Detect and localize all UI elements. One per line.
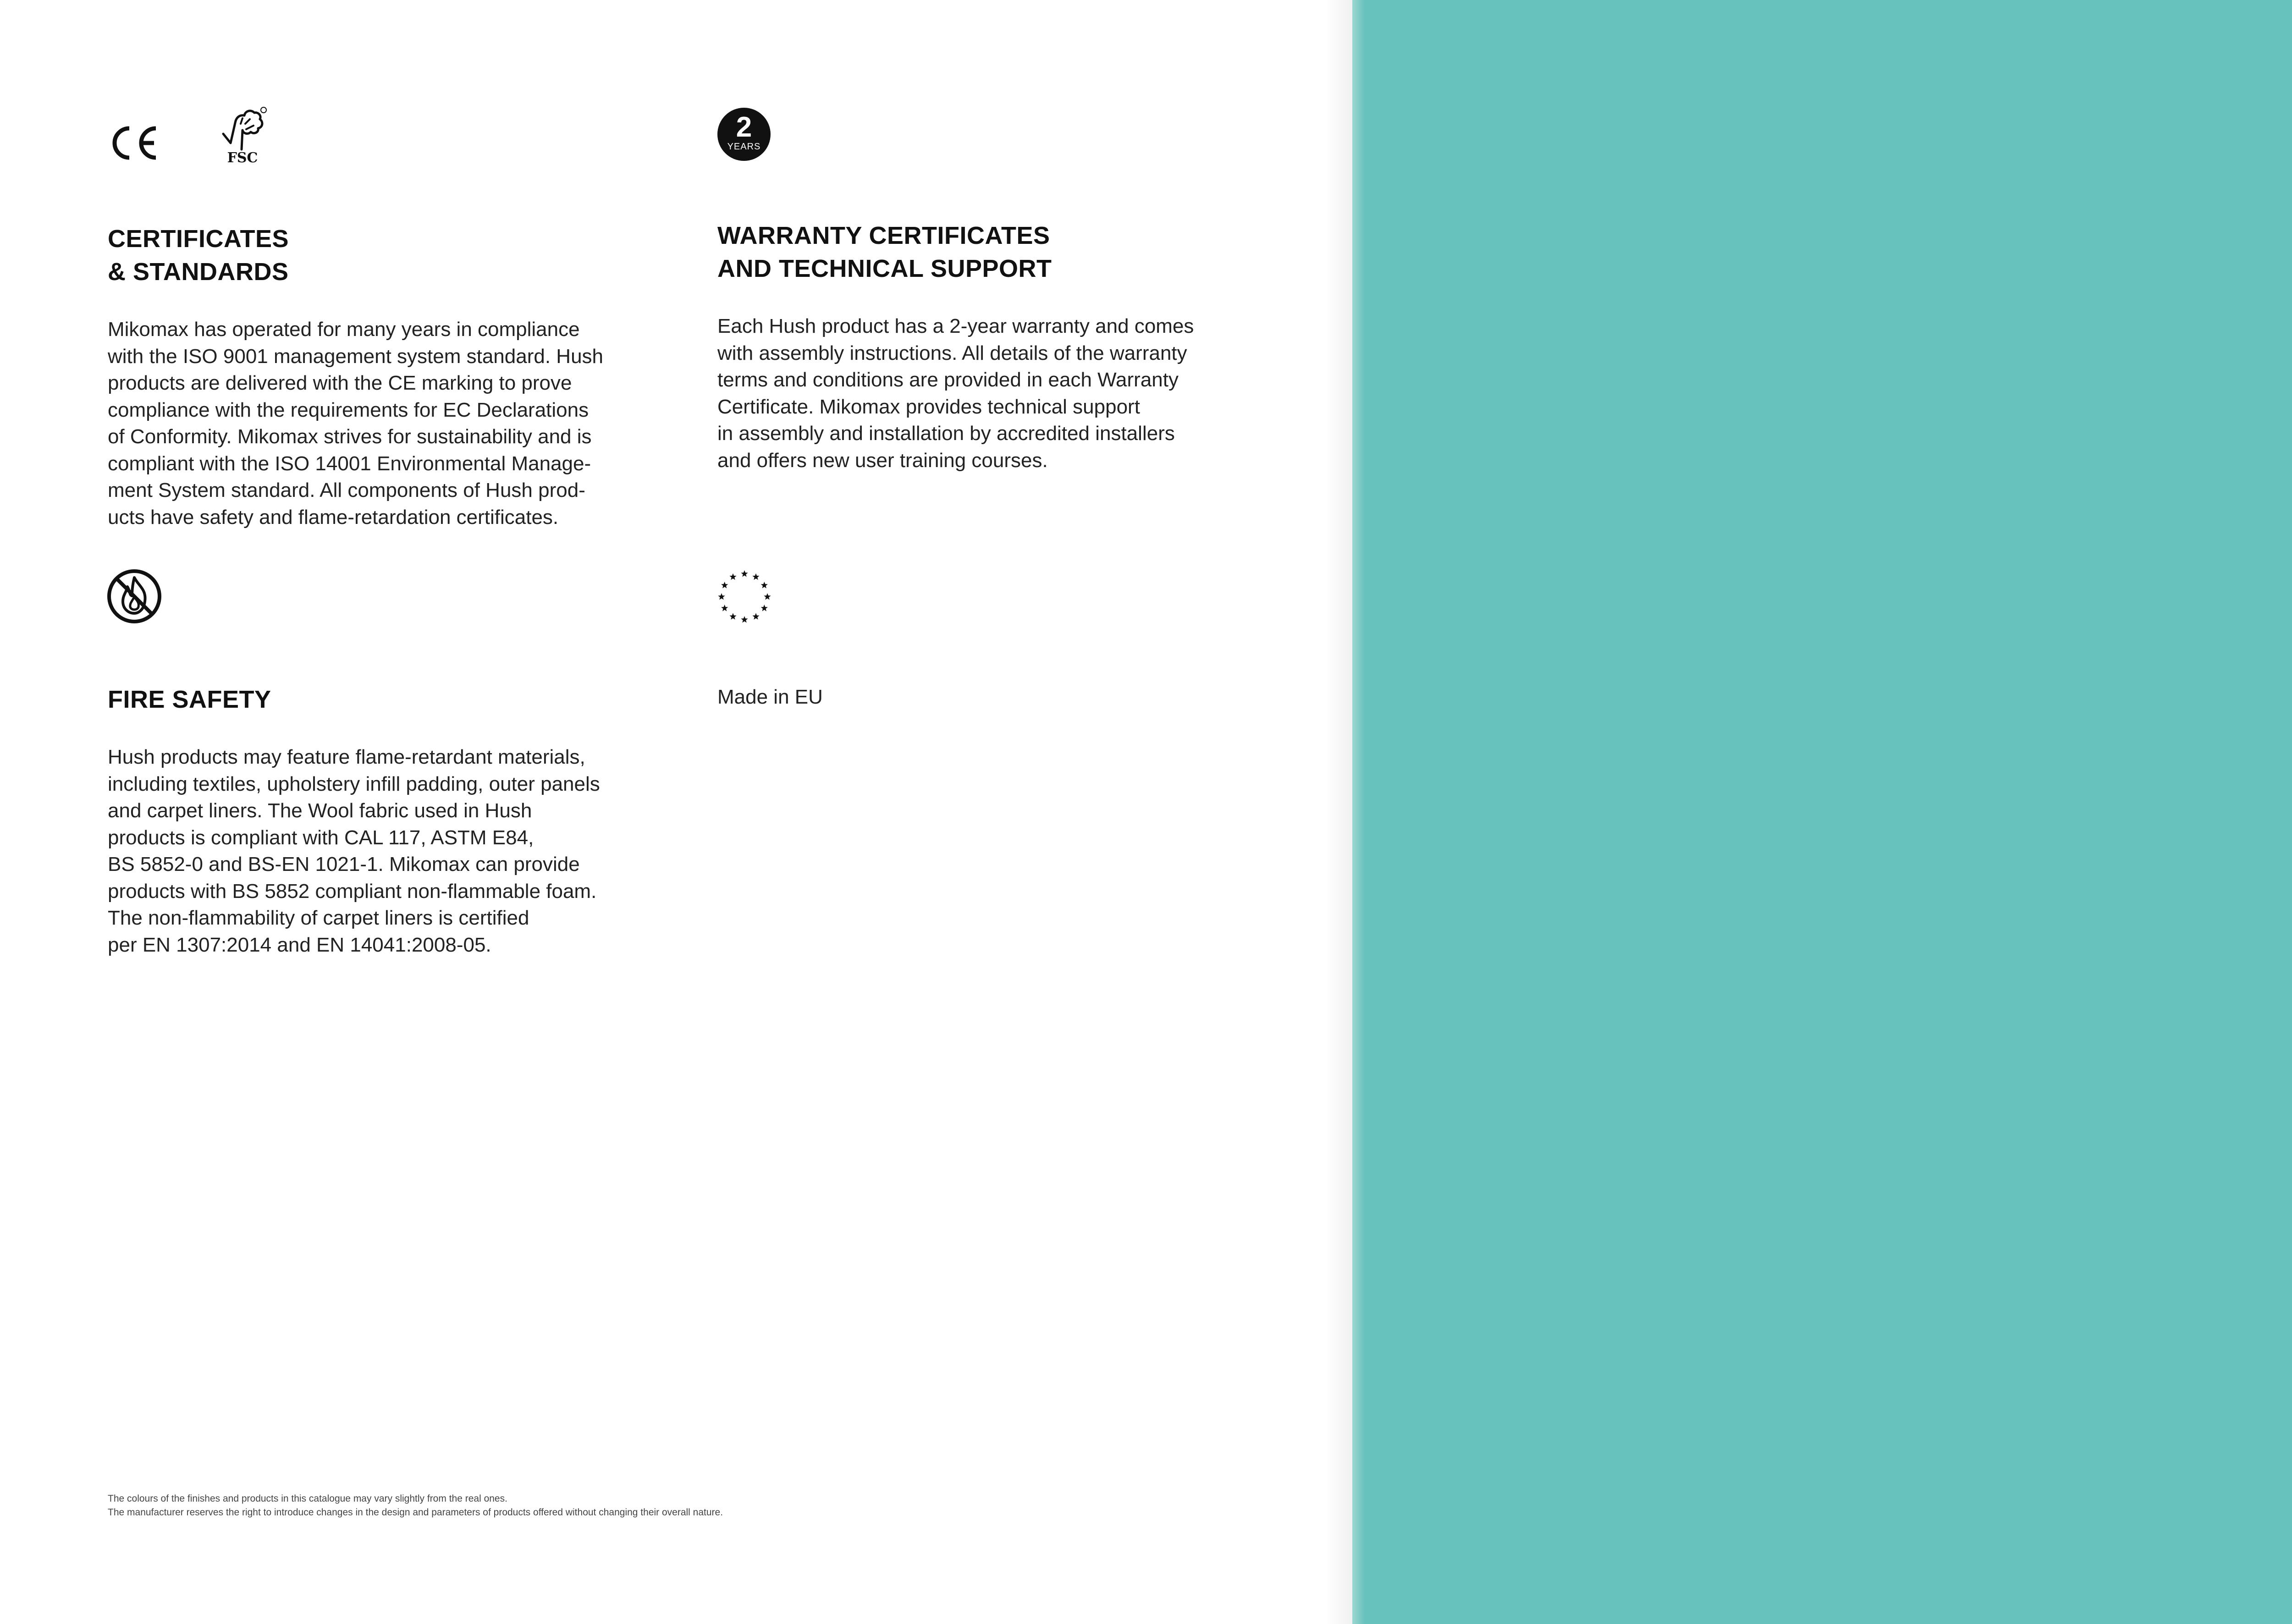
certificates-heading: CERTIFICATES & STANDARDS xyxy=(108,225,289,286)
eu-star xyxy=(718,593,725,600)
made-in-eu-label: Made in EU xyxy=(717,686,823,708)
fsc-tree-icon xyxy=(218,105,268,165)
ce-mark-icon xyxy=(106,123,161,163)
eu-star xyxy=(729,573,736,580)
fire-safety-icon xyxy=(106,568,162,624)
eu-stars-icon xyxy=(716,568,773,625)
right-page-color-panel xyxy=(1352,0,2292,1624)
eu-star xyxy=(741,616,748,622)
fire-safety-body: Hush products may feature flame-retardant materials, including textiles, upholstery infill padding, outer panels and carpet liners. The Wool fabric used in Hush products is compliant with CAL 117, ASTM E84, BS 5852-0 and BS-EN 1021-1. Mikomax can provide products with BS 5852 compliant non-flammable foam. The non-flammability of carpet liners is certified per EN 1307:2014 and EN 14041:2008-05. xyxy=(108,746,600,956)
eu-star xyxy=(752,573,759,580)
warranty-number: 2 xyxy=(736,111,752,143)
warranty-body: Each Hush product has a 2-year warranty and comes with assembly instructions. All details of the warranty terms and conditions are provided in each Warranty Certificate. Mikomax provides technical support in assembly and installation by accredited installers and offers new user training courses. xyxy=(717,315,1194,472)
eu-star xyxy=(752,613,759,619)
warranty-unit: YEARS xyxy=(727,142,761,152)
eu-star xyxy=(721,582,728,588)
footnote: The colours of the finishes and products in this catalogue may vary slightly from the real ones. The manufacturer reserves the right to introduce changes in the design and parameters of products offered without changing their overall nature. xyxy=(108,1493,723,1518)
eu-star xyxy=(761,605,768,611)
warranty-heading: WARRANTY CERTIFICATES AND TECHNICAL SUPPORT xyxy=(717,222,1052,282)
eu-star xyxy=(729,613,736,619)
eu-star xyxy=(761,582,768,588)
fire-safety-heading: FIRE SAFETY xyxy=(108,686,271,713)
eu-star xyxy=(764,593,771,600)
eu-star xyxy=(741,570,748,577)
fsc-label: FSC xyxy=(227,150,258,165)
certificates-body: Mikomax has operated for many years in compliance with the ISO 9001 management system standard. Hush products are delivered with the CE marking to prove compliance with the requirements for EC Declarations of Conformity. Mikomax strives for sustainability and is compliant with the ISO 14001 Environmental Manage- ment System standard. All components of Hush prod- ucts have safety and flame-retardation certificates. xyxy=(108,318,604,528)
eu-star xyxy=(721,605,728,611)
two-year-warranty-icon xyxy=(717,108,771,161)
